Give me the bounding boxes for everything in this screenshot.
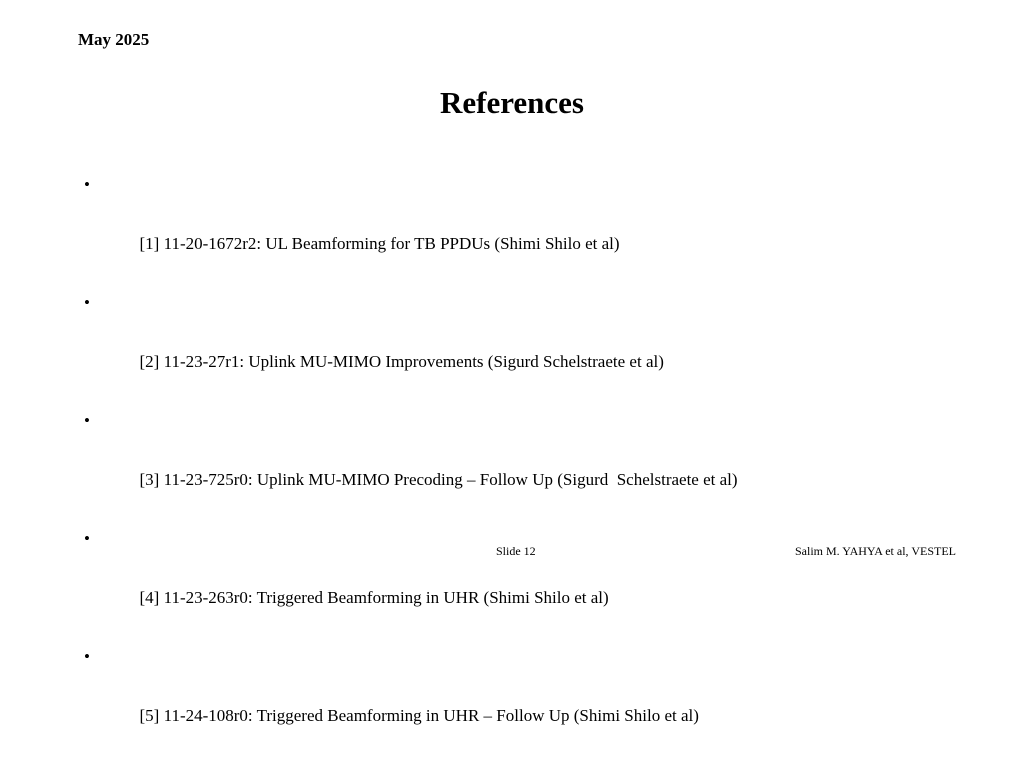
reference-item [84, 170, 738, 288]
reference-text: [4] 11-23-263r0: Triggered Beamforming in UHR (Shimi Shilo et al) [139, 588, 609, 607]
reference-item [84, 288, 738, 406]
reference-item [84, 524, 738, 642]
reference-item [84, 642, 738, 760]
header-date: May 2025 [78, 30, 150, 49]
reference-text: [3] 11-23-725r0: Uplink MU-MIMO Precoding – Follow Up (Sigurd Schelstraete et al) [139, 470, 738, 489]
reference-text: [2] 11-23-27r1: Uplink MU-MIMO Improvements (Sigurd Schelstraete et al) [139, 352, 664, 371]
bullet-icon: • [84, 647, 90, 666]
slide-number: Slide 12 [496, 544, 536, 558]
reference-item [84, 406, 738, 524]
bullet-icon: • [84, 411, 90, 430]
reference-text: [5] 11-24-108r0: Triggered Beamforming in UHR – Follow Up (Shimi Shilo et al) [139, 706, 699, 725]
bullet-icon: • [84, 175, 90, 194]
references-list [84, 170, 738, 760]
bullet-icon: • [84, 529, 90, 548]
slide-title: References [439, 85, 584, 120]
footer-author: Salim M. YAHYA et al, VESTEL [795, 544, 956, 558]
reference-text: [1] 11-20-1672r2: UL Beamforming for TB PPDUs (Shimi Shilo et al) [139, 234, 620, 253]
bullet-icon: • [84, 293, 90, 312]
